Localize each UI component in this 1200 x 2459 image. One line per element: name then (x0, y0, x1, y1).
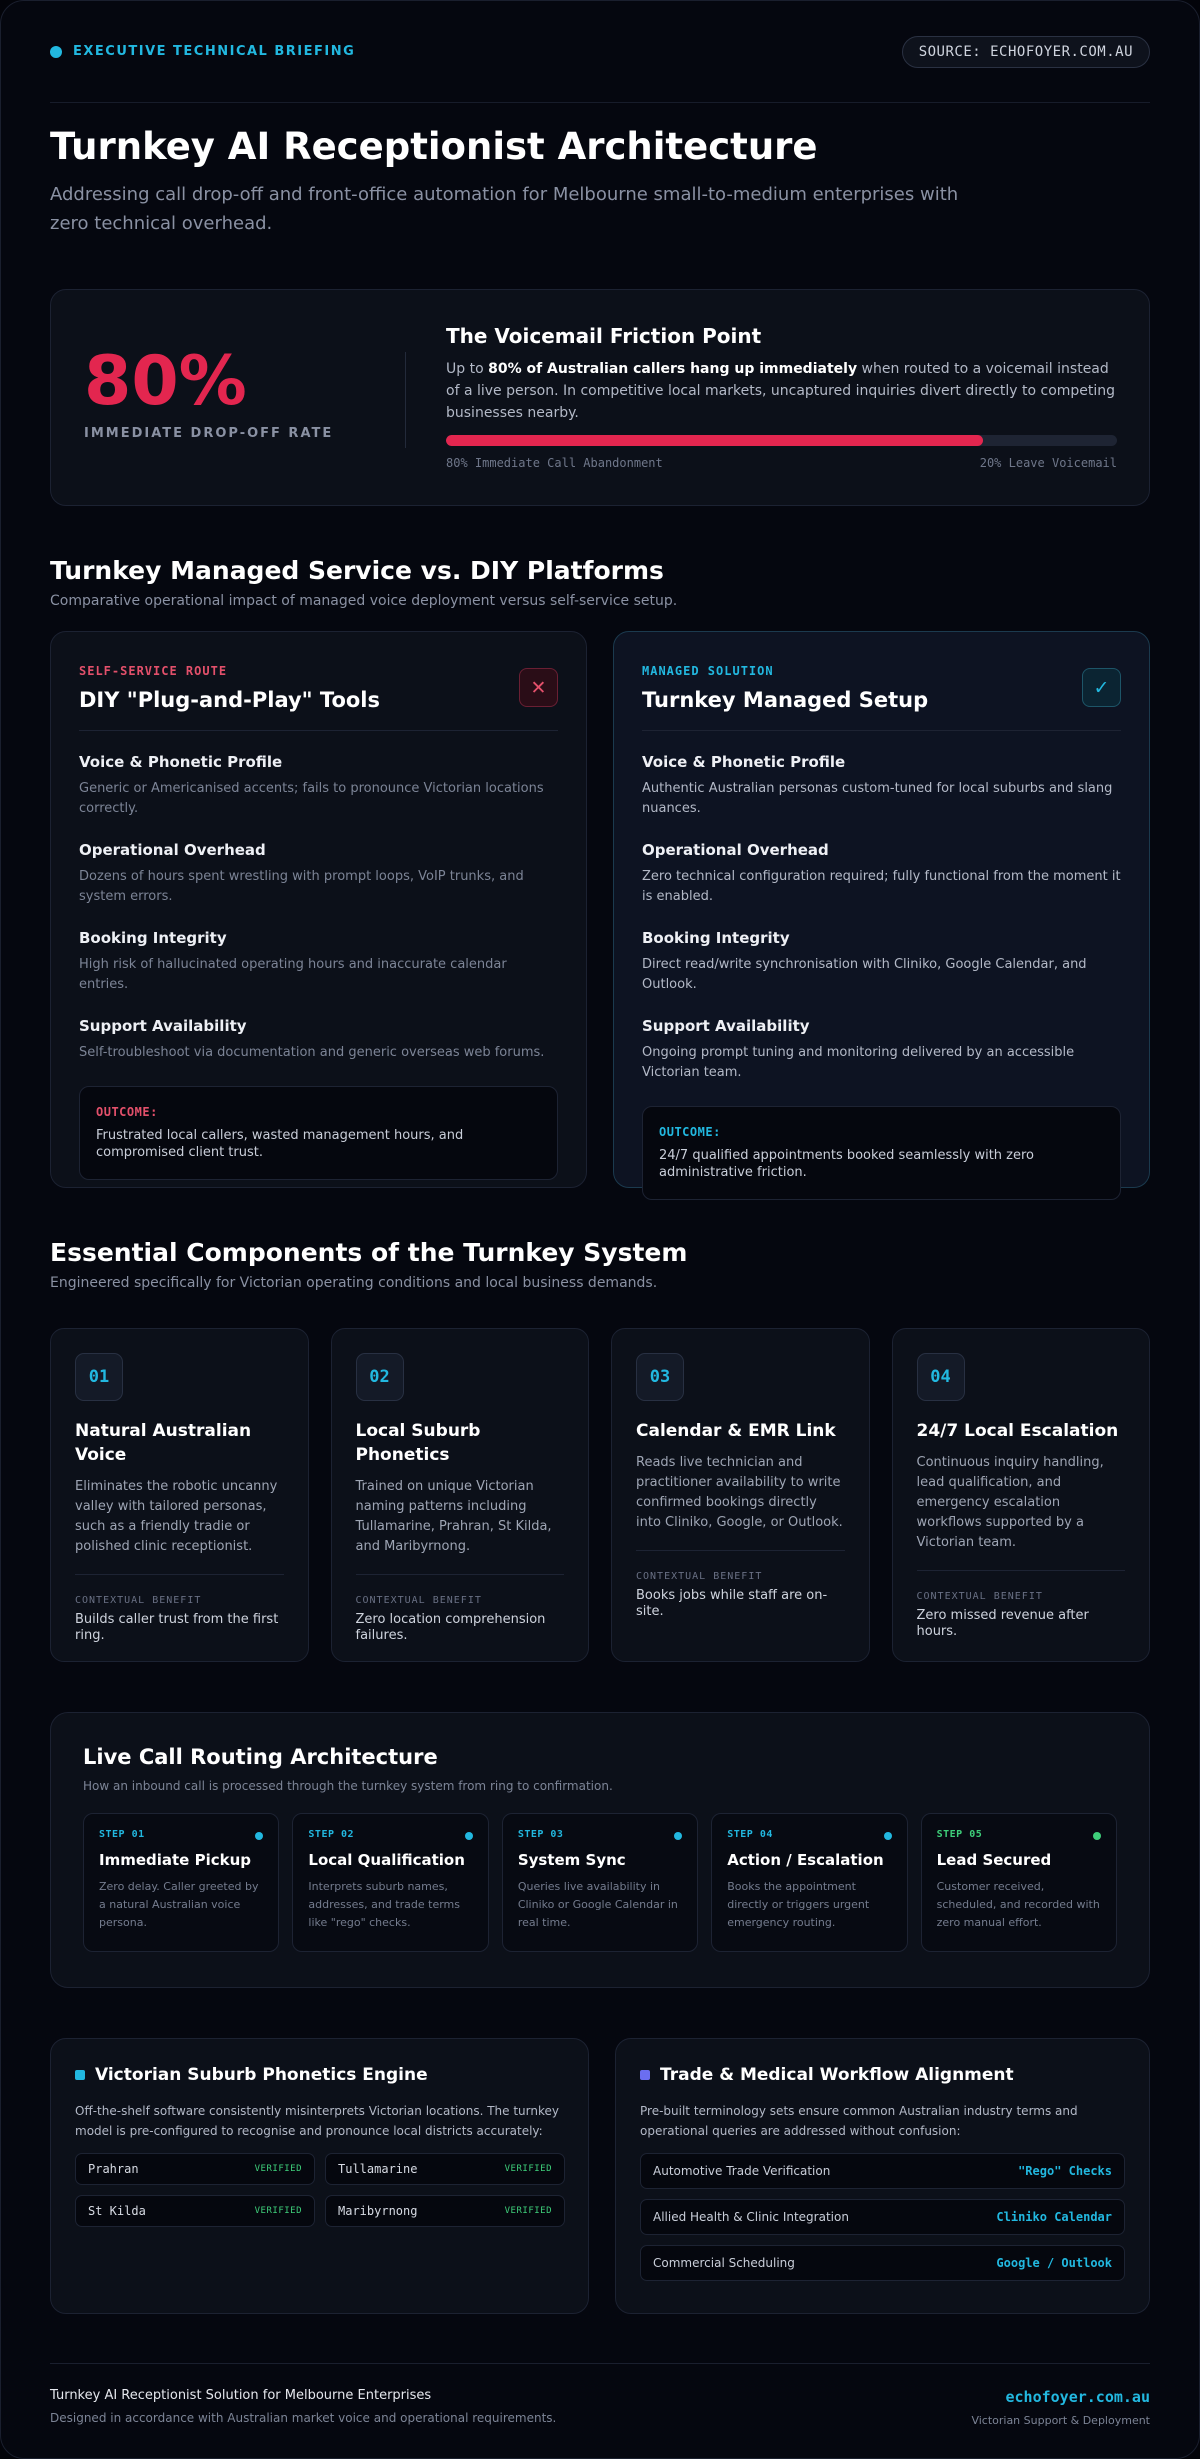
diy-item-text: Self-troubleshoot via documentation and generic overseas web forums. (79, 1045, 545, 1060)
workflow-row (640, 2245, 1125, 2281)
step-title: Lead Secured (936, 1851, 1052, 1869)
stat-body-post: when routed to a voicemail instead of a live person. In competitive local markets, uncaptured inquiries divert directly to competing businesses nearby. (446, 361, 1116, 421)
phonetics-text: Off-the-shelf software consistently misinterprets Victorian locations. The turnkey model is pre-configured to recognise and pronounce local districts accurately: (75, 2104, 559, 2138)
managed-item (642, 1017, 1121, 1083)
managed-item-title: Booking Integrity (642, 929, 790, 947)
managed-item-text: Authentic Australian personas custom-tuned for local suburbs and slang nuances. (642, 781, 1113, 816)
diy-heading: DIY "Plug-and-Play" Tools (79, 688, 558, 731)
page-subtitle: Addressing call drop-off and front-office automation for Melbourne small-to-medium enterprises with zero technical overhead. (50, 184, 959, 234)
managed-card (613, 631, 1150, 1188)
components-title: Essential Components of the Turnkey System (50, 1238, 688, 1267)
managed-tag: MANAGED SOLUTION (642, 664, 774, 678)
diy-item-title: Voice & Phonetic Profile (79, 753, 283, 771)
workflow-row-name: Automotive Trade Verification (653, 2164, 831, 2178)
check-icon: ✓ (1082, 668, 1121, 707)
footer-title: Turnkey AI Receptionist Solution for Melbourne Enterprises (50, 2388, 432, 2403)
component-description: Continuous inquiry handling, lead qualification, and emergency escalation workflows supported by a Victorian team. (917, 1453, 1126, 1571)
routing-step (711, 1813, 907, 1952)
managed-item-text: Ongoing prompt tuning and monitoring delivered by an accessible Victorian team. (642, 1045, 1075, 1080)
comparison-title: Turnkey Managed Service vs. DIY Platforms (50, 556, 664, 585)
diy-item-list (79, 753, 558, 1063)
managed-outcome-text: 24/7 qualified appointments booked seamlessly with zero administrative friction. (659, 1148, 1035, 1180)
components-section (50, 1238, 1150, 1662)
component-title: Natural Australian Voice (75, 1421, 252, 1465)
diy-item (79, 841, 558, 907)
suburb-chip (325, 2195, 565, 2227)
diy-outcome-text: Frustrated local callers, wasted management hours, and compromised client trust. (96, 1128, 464, 1160)
diy-item-text: High risk of hallucinated operating hours and inaccurate calendar entries. (79, 957, 507, 992)
workflow-title: Trade & Medical Workflow Alignment (660, 2065, 1014, 2085)
diy-item (79, 929, 558, 995)
workflow-row-name: Allied Health & Clinic Integration (653, 2210, 849, 2224)
progress-legend (446, 456, 1117, 470)
diy-item-text: Dozens of hours spent wrestling with prompt loops, VoIP trunks, and system errors. (79, 869, 524, 904)
stat-heading: The Voicemail Friction Point (446, 324, 762, 348)
page-footer (50, 2363, 1150, 2427)
phonetics-heading (75, 2065, 564, 2085)
stat-figure (51, 290, 406, 505)
indigo-square-icon (640, 2070, 650, 2080)
managed-item-title: Voice & Phonetic Profile (642, 753, 846, 771)
step-status-dot-icon (1093, 1832, 1101, 1840)
footer-note: Designed in accordance with Australian market voice and operational requirements. (50, 2411, 557, 2425)
phonetics-panel (50, 2038, 589, 2314)
suburb-name: Maribyrnong (338, 2204, 418, 2218)
diy-outcome-box (79, 1086, 558, 1180)
verified-badge: VERIFIED (504, 2206, 552, 2216)
comparison-subtitle: Comparative operational impact of managed voice deployment versus self-service setup. (50, 593, 678, 609)
workflow-row-name: Commercial Scheduling (653, 2256, 795, 2270)
managed-outcome-label: OUTCOME: (659, 1125, 721, 1139)
workflow-heading (640, 2065, 1125, 2085)
briefing-label (50, 44, 355, 59)
benefit-text: Zero location comprehension failures. (355, 1612, 546, 1643)
comparison-section (50, 556, 1150, 1188)
step-status-dot-icon (465, 1832, 473, 1840)
footer-right (971, 2388, 1150, 2427)
progress-right-label: 20% Leave Voicemail (979, 456, 1117, 470)
step-label: STEP 03 (517, 1829, 564, 1840)
phonetics-title: Victorian Suburb Phonetics Engine (95, 2065, 428, 2085)
component-card (50, 1328, 309, 1662)
step-label: STEP 01 (99, 1829, 145, 1840)
top-bar (50, 1, 1150, 103)
suburb-chip-grid (75, 2153, 564, 2227)
step-text: Books the appointment directly or triggers urgent emergency routing. (727, 1880, 870, 1929)
step-title: Action / Escalation (727, 1851, 884, 1869)
stat-body-pre: Up to (446, 361, 489, 377)
briefing-text: EXECUTIVE TECHNICAL BRIEFING (73, 44, 356, 59)
suburb-name: Tullamarine (338, 2162, 418, 2176)
dropoff-stat-card (50, 289, 1150, 506)
comparison-cards (50, 631, 1150, 1188)
suburb-name: St Kilda (88, 2204, 146, 2218)
workflow-row (640, 2199, 1125, 2235)
workflow-row-value: Cliniko Calendar (996, 2210, 1112, 2224)
benefit-text: Zero missed revenue after hours. (916, 1608, 1089, 1639)
benefit-text: Books jobs while staff are on-site. (636, 1588, 828, 1619)
source-badge: SOURCE: ECHOFOYER.COM.AU (902, 36, 1150, 68)
workflow-text: Pre-built terminology sets ensure common Australian industry terms and operational queries are addressed without confusion: (640, 2104, 1078, 2138)
step-text: Queries live availability in Cliniko or Google Calendar in real time. (517, 1880, 678, 1929)
dropoff-rate-value: 80% (84, 342, 247, 421)
managed-item-text: Zero technical configuration required; fully functional from the moment it is enabled. (642, 869, 1121, 904)
close-icon: ✕ (519, 668, 558, 707)
diy-item (79, 1017, 558, 1063)
managed-item (642, 753, 1121, 819)
stat-detail (406, 290, 1149, 505)
verified-badge: VERIFIED (504, 2164, 552, 2174)
step-label: STEP 05 (936, 1829, 983, 1840)
workflow-row-value: "Rego" Checks (1018, 2164, 1112, 2178)
component-description: Reads live technician and practitioner availability to write confirmed bookings directly into Cliniko, Google, or Outlook. (636, 1453, 845, 1551)
routing-step (83, 1813, 279, 1952)
step-title: Immediate Pickup (99, 1851, 251, 1869)
dropoff-rate-label: IMMEDIATE DROP-OFF RATE (84, 426, 334, 441)
routing-subtitle: How an inbound call is processed through the turnkey system from ring to confirmation. (83, 1779, 613, 1793)
routing-step (921, 1813, 1117, 1952)
managed-item-list (642, 753, 1121, 1083)
workflow-rows (640, 2153, 1125, 2281)
component-cards (50, 1328, 1150, 1662)
stat-body (446, 358, 1117, 424)
footer-domain-link[interactable]: echofoyer.com.au (1005, 2388, 1150, 2406)
benefit-label: CONTEXTUAL BENEFIT (916, 1591, 1043, 1602)
progress-left-label: 80% Immediate Call Abandonment (446, 456, 663, 470)
footer-tagline: Victorian Support & Deployment (971, 2414, 1150, 2427)
managed-heading: Turnkey Managed Setup (642, 688, 1121, 731)
verified-badge: VERIFIED (254, 2206, 302, 2216)
managed-item-title: Support Availability (642, 1017, 810, 1035)
managed-outcome-box (642, 1106, 1121, 1200)
benefit-label: CONTEXTUAL BENEFIT (636, 1571, 763, 1582)
diy-item (79, 753, 558, 819)
suburb-chip (75, 2153, 315, 2185)
routing-title: Live Call Routing Architecture (83, 1745, 438, 1769)
cyan-square-icon (75, 2070, 85, 2080)
managed-item-title: Operational Overhead (642, 841, 829, 859)
component-title: 24/7 Local Escalation (916, 1421, 1119, 1441)
step-status-dot-icon (884, 1832, 892, 1840)
status-dot-icon (50, 46, 62, 58)
suburb-chip (75, 2195, 315, 2227)
suburb-chip (325, 2153, 565, 2185)
diy-tag: SELF-SERVICE ROUTE (79, 664, 228, 678)
verified-badge: VERIFIED (254, 2164, 302, 2174)
component-title: Local Suburb Phonetics (355, 1421, 481, 1465)
step-label: STEP 02 (308, 1829, 355, 1840)
page-title: Turnkey AI Receptionist Architecture (50, 125, 818, 168)
diy-outcome-label: OUTCOME: (96, 1105, 158, 1119)
diy-card (50, 631, 587, 1188)
component-card (892, 1328, 1151, 1662)
abandonment-progress-fill (446, 435, 983, 446)
step-text: Zero delay. Caller greeted by a natural Australian voice persona. (99, 1880, 259, 1929)
routing-step (292, 1813, 488, 1952)
benefit-label: CONTEXTUAL BENEFIT (355, 1595, 482, 1606)
call-routing-panel (50, 1712, 1150, 1988)
step-text: Interprets suburb names, addresses, and trade terms like "rego" checks. (308, 1880, 460, 1929)
step-label: STEP 04 (727, 1829, 773, 1840)
stat-body-bold: 80% of Australian callers hang up immediately (488, 361, 858, 377)
workflow-panel (615, 2038, 1150, 2314)
step-title: System Sync (517, 1851, 626, 1869)
component-description: Eliminates the robotic uncanny valley with tailored personas, such as a friendly tradie or polished clinic receptionist. (75, 1477, 284, 1575)
component-number: 01 (75, 1353, 123, 1401)
diy-item-text: Generic or Americanised accents; fails to pronounce Victorian locations correctly. (79, 781, 544, 816)
components-subtitle: Engineered specifically for Victorian operating conditions and local business demands. (50, 1275, 658, 1291)
component-title: Calendar & EMR Link (636, 1421, 836, 1441)
diy-item-title: Support Availability (79, 1017, 247, 1035)
component-description: Trained on unique Victorian naming patterns including Tullamarine, Prahran, St Kilda, and Maribyrnong. (356, 1477, 565, 1575)
component-number: 02 (356, 1353, 404, 1401)
managed-item (642, 841, 1121, 907)
step-text: Customer received, scheduled, and recorded with zero manual effort. (936, 1880, 1100, 1929)
detail-panels (50, 2038, 1150, 2314)
component-number: 04 (917, 1353, 965, 1401)
component-card (611, 1328, 870, 1662)
workflow-row (640, 2153, 1125, 2189)
benefit-label: CONTEXTUAL BENEFIT (75, 1595, 202, 1606)
diy-item-title: Operational Overhead (79, 841, 266, 859)
routing-steps (83, 1813, 1117, 1952)
managed-item (642, 929, 1121, 995)
suburb-name: Prahran (88, 2162, 139, 2176)
component-card (331, 1328, 590, 1662)
routing-step (502, 1813, 698, 1952)
footer-left (50, 2388, 556, 2427)
diy-item-title: Booking Integrity (79, 929, 227, 947)
component-number: 03 (636, 1353, 684, 1401)
managed-item-text: Direct read/write synchronisation with Cliniko, Google Calendar, and Outlook. (642, 957, 1087, 992)
benefit-text: Builds caller trust from the first ring. (75, 1612, 279, 1643)
abandonment-progress-bar (446, 435, 1117, 446)
step-title: Local Qualification (308, 1851, 465, 1869)
workflow-row-value: Google / Outlook (996, 2256, 1112, 2270)
